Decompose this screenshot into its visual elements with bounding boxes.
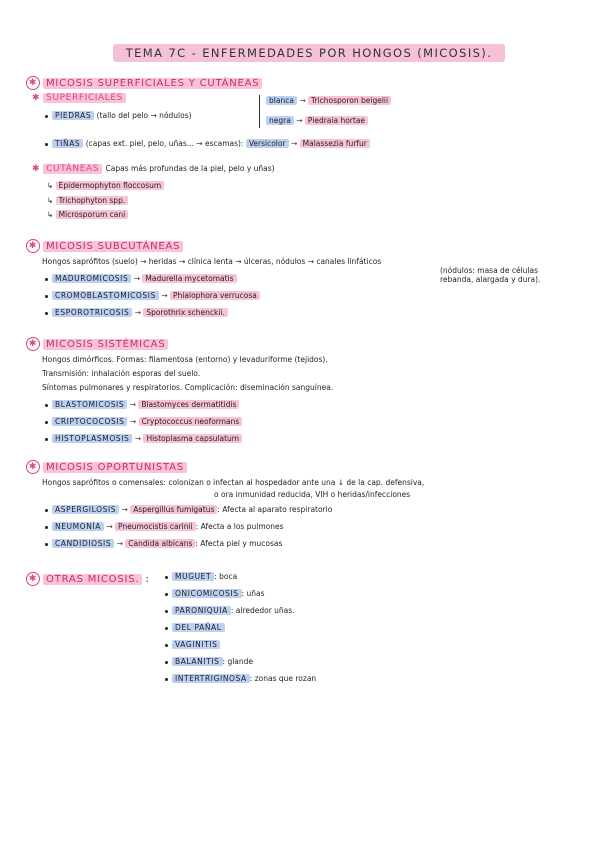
subcutaneas-note: rebanda, alargada y dura).	[440, 275, 541, 284]
oportunistas-item: NEUMONÍA → Pneumocistis carinii : Afecta a los pulmones	[45, 522, 284, 532]
bullet-icon	[165, 627, 168, 630]
subcutaneas-item: CROMOBLASTOMICOSIS → Phialophora verrucosa	[45, 291, 260, 301]
oportunistas-item: ASPERGILOSIS → Aspergillus fumigatus : Afecta al aparato respiratorio	[45, 505, 332, 515]
asterisk-circle-icon: ✱	[26, 460, 40, 474]
asterisk-circle-icon: ✱	[26, 76, 40, 90]
asterisk-icon: ✱	[32, 164, 41, 174]
tinas-row: TIÑAS (capas ext. piel, pelo, uñas... → escamas): Versicolor → Malassezia furfur	[45, 139, 370, 149]
oportunistas-item: CANDIDIOSIS → Candida albicans : Afecta piel y mucosas	[45, 539, 282, 549]
oportunistas-text: o ora inmunidad reducida, VIH o heridas/infecciones	[214, 490, 411, 499]
bullet-icon	[165, 644, 168, 647]
section-superficiales-heading: ✱ MICOSIS SUPERFICIALES Y CUTÁNEAS	[26, 76, 262, 90]
sistemicas-item: HISTOPLASMOSIS → Histoplasma capsulatum	[45, 434, 242, 444]
sistemicas-item: CRIPTOCOCOSIS → Cryptococcus neoformans	[45, 417, 242, 427]
asterisk-circle-icon: ✱	[26, 337, 40, 351]
otras-item: PARONIQUIA : alrededor uñas.	[165, 606, 295, 616]
bullet-icon	[165, 610, 168, 613]
sistemicas-item: BLASTOMICOSIS → Blastomyces dermatitidis	[45, 400, 239, 410]
piedra-blanca-row: blanca → Trichosporon beigelii	[266, 96, 391, 106]
asterisk-icon: ✱	[32, 93, 41, 103]
piedras-row: PIEDRAS (tallo del pelo → nódulos)	[45, 111, 192, 121]
piedra-negra-row: negra → Piedraia hortae	[266, 116, 368, 126]
page-title	[113, 44, 505, 62]
subcutaneas-item: MADUROMICOSIS → Madurella mycetomatis	[45, 274, 237, 284]
brace-bracket	[259, 95, 264, 128]
cutaneas-item: ↳ Epidermophyton floccosum	[47, 181, 164, 191]
bullet-icon	[165, 661, 168, 664]
subheading-cutaneas: ✱ CUTÁNEAS Capas más profundas de la piel, pelo y uñas)	[32, 164, 275, 174]
bullet-icon	[45, 143, 48, 146]
otras-item: MUGUET : boca	[165, 572, 237, 582]
bullet-icon	[45, 526, 48, 529]
otras-item: INTERTRIGINOSA : zonas que rozan	[165, 674, 316, 684]
otras-item: DEL PAÑAL	[165, 623, 225, 633]
bullet-icon	[45, 438, 48, 441]
subcutaneas-item: ESPOROTRICOSIS → Sporothrix schenckii.	[45, 308, 228, 318]
sistemicas-text: Hongos dimórficos. Formas: filamentosa (entorno) y levaduriforme (tejidos).	[42, 355, 328, 364]
section-subcutaneas-heading: ✱ MICOSIS SUBCUTÁNEAS	[26, 239, 183, 253]
section-oportunistas-heading: ✱ MICOSIS OPORTUNISTAS	[26, 460, 187, 474]
bullet-icon	[45, 509, 48, 512]
otras-item: ONICOMICOSIS : uñas	[165, 589, 265, 599]
cutaneas-item: ↳ Microsporum cani	[47, 210, 128, 220]
oportunistas-text: Hongos saprófitos o comensales: colonizan o infectan al hospedador ante una ↓ de la cap. defensiva,	[42, 478, 425, 487]
otras-item: BALANITIS : glande	[165, 657, 253, 667]
bullet-icon	[165, 576, 168, 579]
section-sistemicas-heading: ✱ MICOSIS SISTÉMICAS	[26, 337, 168, 351]
subheading-superficiales: ✱ SUPERFICIALES	[32, 93, 126, 104]
bullet-icon	[165, 593, 168, 596]
subcutaneas-flow: Hongos saprófitos (suelo) → heridas → clínica lenta → úlceras, nódulos → canales linfáticos	[42, 257, 382, 266]
bullet-icon	[45, 404, 48, 407]
bullet-icon	[45, 278, 48, 281]
asterisk-circle-icon: ✱	[26, 572, 40, 586]
bullet-icon	[165, 678, 168, 681]
bullet-icon	[45, 543, 48, 546]
bullet-icon	[45, 115, 48, 118]
bullet-icon	[45, 421, 48, 424]
sistemicas-text: Síntomas pulmonares y respiratorios. Complicación: diseminación sanguínea.	[42, 383, 334, 392]
sistemicas-text: Transmisión: inhalación esporas del suelo.	[42, 369, 201, 378]
otras-item: VAGINITIS	[165, 640, 220, 650]
bullet-icon	[45, 312, 48, 315]
subcutaneas-note: (nódulos: masa de células	[440, 266, 538, 275]
section-otras-heading: ✱ OTRAS MICOSIS. :	[26, 572, 149, 586]
asterisk-circle-icon: ✱	[26, 239, 40, 253]
page-title-text: TEMA 7C - ENFERMEDADES POR HONGOS (MICOSIS).	[125, 46, 493, 60]
bullet-icon	[45, 295, 48, 298]
cutaneas-item: ↳ Trichophyton spp.	[47, 196, 128, 206]
